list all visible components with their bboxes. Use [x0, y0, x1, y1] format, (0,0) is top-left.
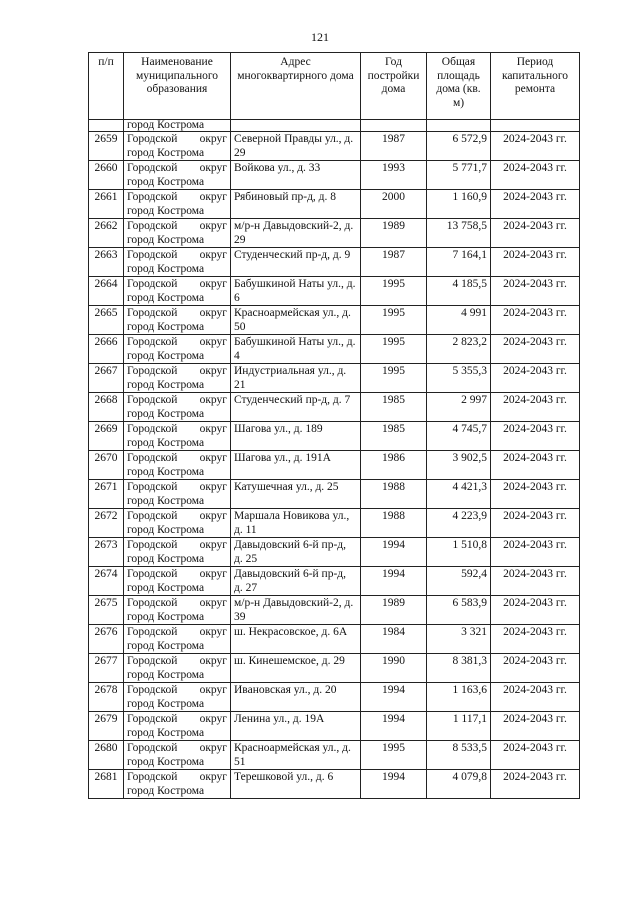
row-period: 2024-2043 гг. — [491, 654, 580, 683]
municipality-line-1 — [127, 335, 227, 349]
municipality-line-1 — [127, 451, 227, 465]
row-number: 2661 — [89, 190, 124, 219]
row-address: Шагова ул., д. 189 — [231, 422, 361, 451]
row-number: 2660 — [89, 161, 124, 190]
row-municipality — [124, 190, 231, 219]
table-row — [89, 248, 580, 277]
row-municipality — [124, 567, 231, 596]
row-period: 2024-2043 гг. — [491, 422, 580, 451]
table-row — [89, 741, 580, 770]
row-area: 592,4 — [427, 567, 491, 596]
row-area: 4 185,5 — [427, 277, 491, 306]
row-municipality — [124, 422, 231, 451]
row-area: 5 355,3 — [427, 364, 491, 393]
row-number: 2669 — [89, 422, 124, 451]
row-period: 2024-2043 гг. — [491, 248, 580, 277]
row-address: Войкова ул., д. 33 — [231, 161, 361, 190]
municipality-kind: округ — [199, 423, 227, 435]
row-municipality — [124, 770, 231, 799]
row-year: 1989 — [361, 596, 427, 625]
table-row — [89, 219, 580, 248]
row-area: 4 991 — [427, 306, 491, 335]
row-period: 2024-2043 гг. — [491, 596, 580, 625]
row-address: ш. Некрасовское, д. 6А — [231, 625, 361, 654]
row-period: 2024-2043 гг. — [491, 509, 580, 538]
row-number: 2664 — [89, 277, 124, 306]
row-address: Маршала Новикова ул., д. 11 — [231, 509, 361, 538]
row-year: 1986 — [361, 451, 427, 480]
row-address: Давыдовский 6-й пр-д, д. 27 — [231, 567, 361, 596]
row-period: 2024-2043 гг. — [491, 741, 580, 770]
row-address: ш. Кинешемское, д. 29 — [231, 654, 361, 683]
header-municipality: Наименование муниципального образования — [124, 53, 231, 120]
row-municipality — [124, 132, 231, 161]
row-municipality — [124, 306, 231, 335]
municipality-type: Городской — [127, 162, 178, 174]
row-period: 2024-2043 гг. — [491, 451, 580, 480]
row-number: 2674 — [89, 567, 124, 596]
municipality-type: Городской — [127, 220, 178, 232]
row-address: Бабушкиной Наты ул., д. 6 — [231, 277, 361, 306]
municipality-city: город Кострома — [127, 495, 205, 507]
header-area: Общая площадь дома (кв. м) — [427, 53, 491, 120]
municipality-city: город Кострома — [127, 147, 205, 159]
row-number: 2671 — [89, 480, 124, 509]
municipality-kind: округ — [199, 365, 227, 377]
municipality-type: Городской — [127, 133, 178, 145]
row-municipality — [124, 277, 231, 306]
row-number: 2662 — [89, 219, 124, 248]
municipality-kind: округ — [199, 162, 227, 174]
row-year: 1987 — [361, 248, 427, 277]
row-year: 1994 — [361, 567, 427, 596]
municipality-kind: округ — [199, 539, 227, 551]
municipality-line-1 — [127, 770, 227, 784]
carry-over-year — [361, 120, 427, 132]
row-period: 2024-2043 гг. — [491, 770, 580, 799]
row-number: 2681 — [89, 770, 124, 799]
municipality-type: Городской — [127, 597, 178, 609]
row-municipality — [124, 219, 231, 248]
row-number: 2665 — [89, 306, 124, 335]
row-number: 2673 — [89, 538, 124, 567]
municipality-type: Городской — [127, 336, 178, 348]
carry-over-row — [89, 120, 580, 132]
municipality-line-1 — [127, 422, 227, 436]
row-area: 4 079,8 — [427, 770, 491, 799]
table-row — [89, 654, 580, 683]
row-year: 1988 — [361, 480, 427, 509]
row-address: м/р-н Давыдовский-2, д. 39 — [231, 596, 361, 625]
row-period: 2024-2043 гг. — [491, 364, 580, 393]
row-municipality — [124, 248, 231, 277]
row-number: 2675 — [89, 596, 124, 625]
municipality-line-1 — [127, 161, 227, 175]
municipality-line-1 — [127, 654, 227, 668]
row-number: 2677 — [89, 654, 124, 683]
row-area: 6 583,9 — [427, 596, 491, 625]
municipality-line-1 — [127, 480, 227, 494]
row-year: 1985 — [361, 393, 427, 422]
municipality-kind: округ — [199, 597, 227, 609]
municipality-city: город Кострома — [127, 669, 205, 681]
row-address: Ленина ул., д. 19А — [231, 712, 361, 741]
municipality-line-1 — [127, 190, 227, 204]
header-year: Год постройки дома — [361, 53, 427, 120]
row-municipality — [124, 538, 231, 567]
municipality-city: город Кострома — [127, 524, 205, 536]
row-number: 2666 — [89, 335, 124, 364]
row-area: 1 160,9 — [427, 190, 491, 219]
municipality-kind: округ — [199, 510, 227, 522]
municipality-city: город Кострома — [127, 292, 205, 304]
municipality-city: город Кострома — [127, 321, 205, 333]
row-year: 1987 — [361, 132, 427, 161]
row-year: 1994 — [361, 770, 427, 799]
row-area: 8 381,3 — [427, 654, 491, 683]
housing-registry-table — [88, 52, 580, 799]
row-number: 2680 — [89, 741, 124, 770]
municipality-line-1 — [127, 393, 227, 407]
table-row — [89, 538, 580, 567]
municipality-kind: округ — [199, 742, 227, 754]
municipality-kind: округ — [199, 481, 227, 493]
table-body — [89, 120, 580, 799]
row-municipality — [124, 625, 231, 654]
carry-over-period — [491, 120, 580, 132]
municipality-type: Городской — [127, 191, 178, 203]
row-year: 1995 — [361, 741, 427, 770]
row-area: 2 997 — [427, 393, 491, 422]
municipality-city: город Кострома — [127, 379, 205, 391]
municipality-kind: округ — [199, 684, 227, 696]
municipality-city: город Кострома — [127, 408, 205, 420]
municipality-kind: округ — [199, 307, 227, 319]
row-year: 1995 — [361, 335, 427, 364]
municipality-line-1 — [127, 567, 227, 581]
table-row — [89, 277, 580, 306]
row-period: 2024-2043 гг. — [491, 219, 580, 248]
row-municipality — [124, 741, 231, 770]
row-municipality — [124, 393, 231, 422]
municipality-city: город Кострома — [127, 466, 205, 478]
row-number: 2667 — [89, 364, 124, 393]
row-year: 1995 — [361, 277, 427, 306]
municipality-line-1 — [127, 509, 227, 523]
row-number: 2663 — [89, 248, 124, 277]
municipality-city: город Кострома — [127, 785, 205, 797]
row-area: 8 533,5 — [427, 741, 491, 770]
row-period: 2024-2043 гг. — [491, 712, 580, 741]
municipality-city: город Кострома — [127, 582, 205, 594]
row-address: Студенческий пр-д, д. 7 — [231, 393, 361, 422]
municipality-kind: округ — [199, 278, 227, 290]
municipality-city: город Кострома — [127, 756, 205, 768]
row-address: Красноармейская ул., д. 50 — [231, 306, 361, 335]
row-period: 2024-2043 гг. — [491, 132, 580, 161]
row-year: 1993 — [361, 161, 427, 190]
municipality-type: Городской — [127, 568, 178, 580]
row-municipality — [124, 683, 231, 712]
table-row — [89, 683, 580, 712]
municipality-type: Городской — [127, 307, 178, 319]
table-row — [89, 161, 580, 190]
municipality-line-1 — [127, 712, 227, 726]
municipality-type: Городской — [127, 510, 178, 522]
municipality-type: Городской — [127, 684, 178, 696]
municipality-kind: округ — [199, 191, 227, 203]
municipality-line-1 — [127, 219, 227, 233]
municipality-type: Городской — [127, 539, 178, 551]
row-number: 2678 — [89, 683, 124, 712]
table-row — [89, 364, 580, 393]
table-row — [89, 393, 580, 422]
row-address: Индустриальная ул., д. 21 — [231, 364, 361, 393]
row-area: 1 510,8 — [427, 538, 491, 567]
row-municipality — [124, 654, 231, 683]
row-number: 2676 — [89, 625, 124, 654]
municipality-kind: округ — [199, 771, 227, 783]
municipality-type: Городской — [127, 742, 178, 754]
row-area: 3 321 — [427, 625, 491, 654]
row-address: Студенческий пр-д, д. 9 — [231, 248, 361, 277]
row-area: 1 163,6 — [427, 683, 491, 712]
municipality-kind: округ — [199, 249, 227, 261]
row-area: 5 771,7 — [427, 161, 491, 190]
row-address: м/р-н Давыдовский-2, д. 29 — [231, 219, 361, 248]
municipality-kind: округ — [199, 336, 227, 348]
municipality-city: город Кострома — [127, 437, 205, 449]
row-year: 1995 — [361, 306, 427, 335]
row-municipality — [124, 596, 231, 625]
row-year: 1994 — [361, 683, 427, 712]
row-number: 2679 — [89, 712, 124, 741]
header-num: п/п — [89, 53, 124, 120]
table-header-row — [89, 53, 580, 120]
row-area: 13 758,5 — [427, 219, 491, 248]
row-year: 1994 — [361, 538, 427, 567]
row-area: 4 421,3 — [427, 480, 491, 509]
row-year: 1990 — [361, 654, 427, 683]
row-period: 2024-2043 гг. — [491, 161, 580, 190]
row-address: Бабушкиной Наты ул., д. 4 — [231, 335, 361, 364]
table-row — [89, 567, 580, 596]
municipality-kind: округ — [199, 452, 227, 464]
municipality-city: город Кострома — [127, 350, 205, 362]
row-address: Катушечная ул., д. 25 — [231, 480, 361, 509]
row-period: 2024-2043 гг. — [491, 625, 580, 654]
municipality-kind: округ — [199, 713, 227, 725]
municipality-city: город Кострома — [127, 234, 205, 246]
row-address: Рябиновый пр-д, д. 8 — [231, 190, 361, 219]
carry-over-municipality: город Кострома — [124, 120, 231, 132]
row-municipality — [124, 451, 231, 480]
row-municipality — [124, 509, 231, 538]
municipality-type: Городской — [127, 249, 178, 261]
municipality-line-1 — [127, 596, 227, 610]
row-address: Давыдовский 6-й пр-д, д. 25 — [231, 538, 361, 567]
municipality-kind: округ — [199, 568, 227, 580]
municipality-line-1 — [127, 306, 227, 320]
municipality-city: город Кострома — [127, 698, 205, 710]
row-number: 2672 — [89, 509, 124, 538]
row-period: 2024-2043 гг. — [491, 683, 580, 712]
table-row — [89, 451, 580, 480]
municipality-city: город Кострома — [127, 263, 205, 275]
municipality-line-1 — [127, 132, 227, 146]
carry-over-area — [427, 120, 491, 132]
row-number: 2668 — [89, 393, 124, 422]
header-address: Адрес многоквартирного дома — [231, 53, 361, 120]
row-municipality — [124, 161, 231, 190]
carry-over-address — [231, 120, 361, 132]
municipality-type: Городской — [127, 278, 178, 290]
table-row — [89, 480, 580, 509]
row-area: 7 164,1 — [427, 248, 491, 277]
municipality-kind: округ — [199, 655, 227, 667]
municipality-kind: округ — [199, 626, 227, 638]
table-row — [89, 509, 580, 538]
table-row — [89, 190, 580, 219]
row-year: 1989 — [361, 219, 427, 248]
row-address: Шагова ул., д. 191А — [231, 451, 361, 480]
row-municipality — [124, 335, 231, 364]
municipality-city: город Кострома — [127, 640, 205, 652]
row-address: Ивановская ул., д. 20 — [231, 683, 361, 712]
row-period: 2024-2043 гг. — [491, 480, 580, 509]
municipality-city: город Кострома — [127, 553, 205, 565]
row-year: 1994 — [361, 712, 427, 741]
row-municipality — [124, 364, 231, 393]
row-municipality — [124, 480, 231, 509]
row-year: 1988 — [361, 509, 427, 538]
row-area: 6 572,9 — [427, 132, 491, 161]
municipality-type: Городской — [127, 481, 178, 493]
municipality-line-1 — [127, 741, 227, 755]
row-area: 4 745,7 — [427, 422, 491, 451]
row-period: 2024-2043 гг. — [491, 190, 580, 219]
municipality-type: Городской — [127, 423, 178, 435]
municipality-kind: округ — [199, 133, 227, 145]
row-period: 2024-2043 гг. — [491, 277, 580, 306]
municipality-type: Городской — [127, 626, 178, 638]
municipality-city: город Кострома — [127, 205, 205, 217]
municipality-type: Городской — [127, 452, 178, 464]
municipality-type: Городской — [127, 771, 178, 783]
table-row — [89, 306, 580, 335]
row-number: 2670 — [89, 451, 124, 480]
row-address: Северной Правды ул., д. 29 — [231, 132, 361, 161]
municipality-kind: округ — [199, 220, 227, 232]
row-period: 2024-2043 гг. — [491, 306, 580, 335]
header-period: Период капитального ремонта — [491, 53, 580, 120]
row-period: 2024-2043 гг. — [491, 567, 580, 596]
municipality-type: Городской — [127, 365, 178, 377]
municipality-type: Городской — [127, 713, 178, 725]
row-municipality — [124, 712, 231, 741]
table-row — [89, 596, 580, 625]
row-period: 2024-2043 гг. — [491, 538, 580, 567]
row-period: 2024-2043 гг. — [491, 393, 580, 422]
row-period: 2024-2043 гг. — [491, 335, 580, 364]
row-area: 1 117,1 — [427, 712, 491, 741]
row-year: 1984 — [361, 625, 427, 654]
row-area: 3 902,5 — [427, 451, 491, 480]
row-year: 2000 — [361, 190, 427, 219]
table-row — [89, 625, 580, 654]
municipality-city: город Кострома — [127, 727, 205, 739]
table-row — [89, 770, 580, 799]
municipality-line-1 — [127, 277, 227, 291]
row-address: Терешковой ул., д. 6 — [231, 770, 361, 799]
municipality-type: Городской — [127, 655, 178, 667]
municipality-line-1 — [127, 538, 227, 552]
row-area: 2 823,2 — [427, 335, 491, 364]
municipality-kind: округ — [199, 394, 227, 406]
municipality-line-1 — [127, 364, 227, 378]
carry-over-num — [89, 120, 124, 132]
table-row — [89, 132, 580, 161]
table-row — [89, 335, 580, 364]
municipality-line-1 — [127, 625, 227, 639]
municipality-city: город Кострома — [127, 611, 205, 623]
row-year: 1995 — [361, 364, 427, 393]
row-number: 2659 — [89, 132, 124, 161]
row-area: 4 223,9 — [427, 509, 491, 538]
municipality-line-1 — [127, 683, 227, 697]
page-number: 121 — [311, 30, 329, 44]
municipality-city: город Кострома — [127, 176, 205, 188]
row-year: 1985 — [361, 422, 427, 451]
municipality-type: Городской — [127, 394, 178, 406]
table-row — [89, 712, 580, 741]
table-row — [89, 422, 580, 451]
municipality-line-1 — [127, 248, 227, 262]
row-address: Красноармейская ул., д. 51 — [231, 741, 361, 770]
